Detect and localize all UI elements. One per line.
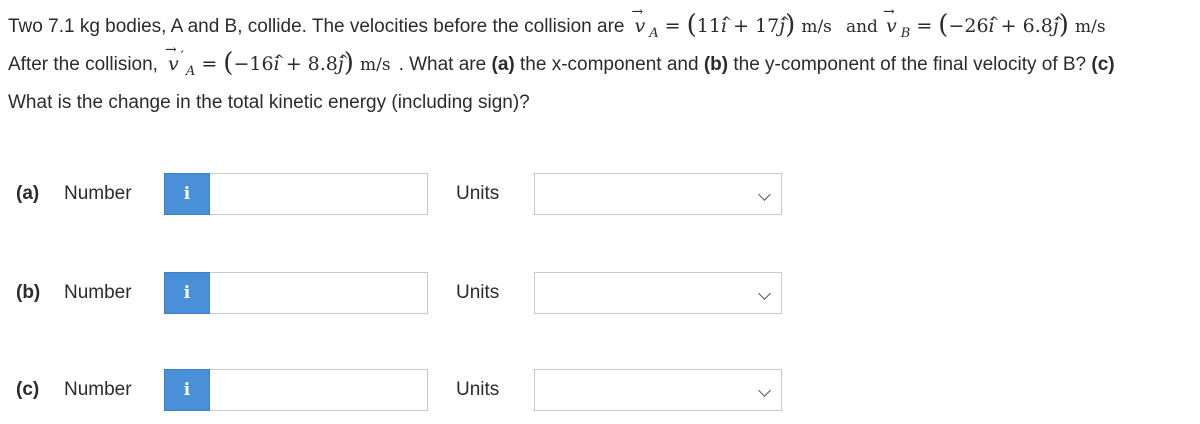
- question-part-c-text: What is the change in the total kinetic energy (including sign)?: [8, 92, 530, 113]
- units-label: Units: [456, 183, 500, 204]
- info-icon[interactable]: [164, 272, 210, 314]
- info-glyph: i: [183, 283, 191, 303]
- unit-ms: m/s: [801, 16, 832, 37]
- question-line-1: [8, 8, 1198, 46]
- units-label: Units: [456, 379, 500, 400]
- unit-ms: m/s: [1074, 16, 1106, 37]
- velocity-a-x: 11: [696, 14, 721, 37]
- number-input-a[interactable]: [210, 173, 428, 215]
- equals-sign: =: [201, 52, 218, 75]
- info-glyph: i: [183, 184, 191, 204]
- answer-row-a: [16, 173, 782, 215]
- velocity-a-y: + 17: [733, 14, 780, 37]
- number-label: Number: [64, 282, 132, 303]
- after-collision-text: After the collision,: [8, 54, 158, 75]
- info-icon[interactable]: [164, 369, 210, 411]
- j-hat: ^ j: [779, 15, 785, 37]
- velocity-b-symbol: → v: [884, 7, 899, 45]
- number-input-b[interactable]: [210, 272, 428, 314]
- prime-mark: ′: [180, 48, 184, 65]
- number-label: Number: [64, 183, 132, 204]
- equals-sign: =: [664, 14, 681, 37]
- answer-row-b: [16, 272, 782, 314]
- question-text: [8, 8, 1198, 122]
- velocity-a-final-symbol: → v: [166, 45, 181, 83]
- units-label: Units: [456, 282, 500, 303]
- j-hat: ^ j: [1053, 15, 1059, 37]
- velocity-b-x: −26: [948, 14, 989, 37]
- j-hat: ^ j: [338, 53, 344, 75]
- part-c-marker: (c): [1091, 54, 1115, 75]
- equals-sign: =: [916, 14, 933, 37]
- velocity-a-final-y: + 8.8: [285, 52, 338, 75]
- units-dropdown-a[interactable]: [534, 173, 782, 215]
- unit-ms: m/s: [359, 54, 391, 75]
- and-word: and: [845, 16, 878, 37]
- velocity-a-final-x: −16: [233, 52, 274, 75]
- question-tail: . What are: [398, 54, 487, 75]
- answer-row-c: [16, 369, 782, 411]
- units-dropdown-c[interactable]: [534, 369, 782, 411]
- velocity-a-symbol: → v: [632, 7, 647, 45]
- question-tail: the x-component and: [520, 54, 699, 75]
- number-input-c[interactable]: [210, 369, 428, 411]
- part-a-marker: (a): [491, 54, 515, 75]
- velocity-b-subscript: B: [900, 25, 911, 41]
- number-label: Number: [64, 379, 132, 400]
- part-b-marker: (b): [703, 54, 729, 75]
- part-label-c: (c): [16, 379, 40, 400]
- chevron-down-icon: [758, 188, 771, 201]
- part-label-a: (a): [16, 183, 40, 204]
- question-intro: Two 7.1 kg bodies, A and B, collide. The velocities before the collision are: [8, 16, 625, 37]
- i-hat: ^ i: [989, 15, 995, 37]
- velocity-a-final-subscript: A: [185, 63, 196, 79]
- units-dropdown-b[interactable]: [534, 272, 782, 314]
- question-tail: the y-component of the final velocity of B?: [733, 54, 1087, 75]
- velocity-b-y: + 6.8: [1000, 14, 1053, 37]
- question-line-2: [8, 46, 1198, 84]
- i-hat: ^ i: [721, 15, 727, 37]
- i-hat: ^ i: [274, 53, 280, 75]
- velocity-a-subscript: A: [649, 25, 659, 41]
- chevron-down-icon: [758, 384, 771, 397]
- info-icon[interactable]: [164, 173, 210, 215]
- part-label-b: (b): [16, 282, 41, 303]
- velocity-a-final-expression: → v ′$_A$ = (−16^ i + 8.8^ j) m/s: [166, 45, 391, 86]
- velocity-a-expression: → v $_A$ = (11^ i + 17^ j) m/s and → v $_B$ = (−26^ i + 6.8^ j) m/s: [632, 7, 1105, 48]
- chevron-down-icon: [758, 287, 771, 300]
- question-line-3: [8, 84, 1198, 122]
- info-glyph: i: [183, 380, 191, 400]
